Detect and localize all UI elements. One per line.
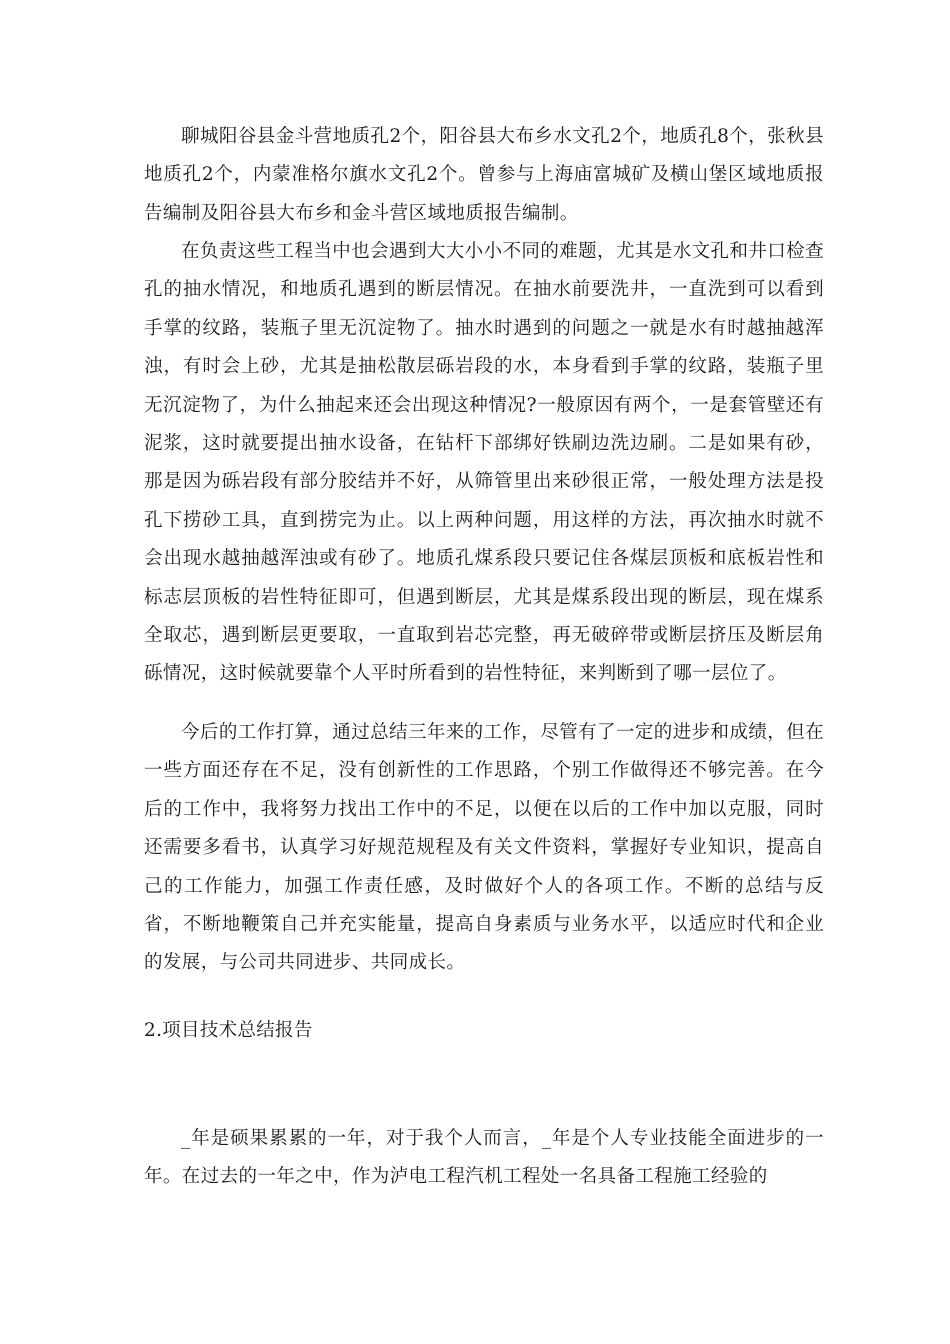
section-heading: 2.项目技术总结报告	[144, 1020, 313, 1041]
paragraph-drilling-summary: 聊城阳谷县金斗营地质孔2个，阳谷县大布乡水文孔2个，地质孔8个，张秋县地质孔2个，内蒙准格尔旗水文孔2个。曾参与上海庙富城矿及横山堡区域地质报告编制及阳谷县大布乡和金斗营区域地质报告编制。	[144, 126, 824, 224]
paragraph-future-plans: 今后的工作打算，通过总结三年来的工作，尽管有了一定的进步和成绩，但在一些方面还存在不足，没有创新性的工作思路，个别工作做得还不够完善。在今后的工作中，我将努力找出工作中的不足，以便在以后的工作中加以克服，同时还需要多看书，认真学习好规范规程及有关文件资料，掌握好专业知识，提高自己的工作能力，加强工作责任感，及时做好个人的各项工作。不断的总结与反省，不断地鞭策自己并充实能量，提高自身素质与业务水平，以适应时代和企业的发展，与公司共同进步、共同成长。	[144, 722, 824, 974]
paragraph-problems-solutions: 在负责这些工程当中也会遇到大大小小不同的难题，尤其是水文孔和井口检查孔的抽水情况，和地质孔遇到的断层情况。在抽水前要洗井，一直洗到可以看到手掌的纹路，装瓶子里无沉淀物了。抽水时遇到的问题之一就是水有时越抽越浑浊，有时会上砂，尤其是抽松散层砾岩段的水，本身看到手掌的纹路，装瓶子里无沉淀物了，为什么抽起来还会出现这种情况?一般原因有两个，一是套管壁还有泥浆，这时就要提出抽水设备，在钻杆下部绑好铁刷边洗边刷。二是如果有砂，那是因为砾岩段有部分胶结并不好，从筛管里出来砂很正常，一般处理方法是投孔下捞砂工具，直到捞完为止。以上两种问题，用这样的方法，再次抽水时就不会出现水越抽越浑浊或有砂了。地质孔煤系段只要记住各煤层顶板和底板岩性和标志层顶板的岩性特征即可，但遇到断层，尤其是煤系段出现的断层，现在煤系全取芯，遇到断层更要取，一直取到岩芯完整，再无破碎带或断层挤压及断层角砾情况，这时候就要靠个人平时所看到的岩性特征，来判断到了哪一层位了。	[144, 241, 824, 685]
paragraph-report-intro: _年是硕果累累的一年，对于我个人而言，_年是个人专业技能全面进步的一年。在过去的一年之中，作为泸电工程汽机工程处一名具备工程施工经验的	[144, 1128, 824, 1188]
